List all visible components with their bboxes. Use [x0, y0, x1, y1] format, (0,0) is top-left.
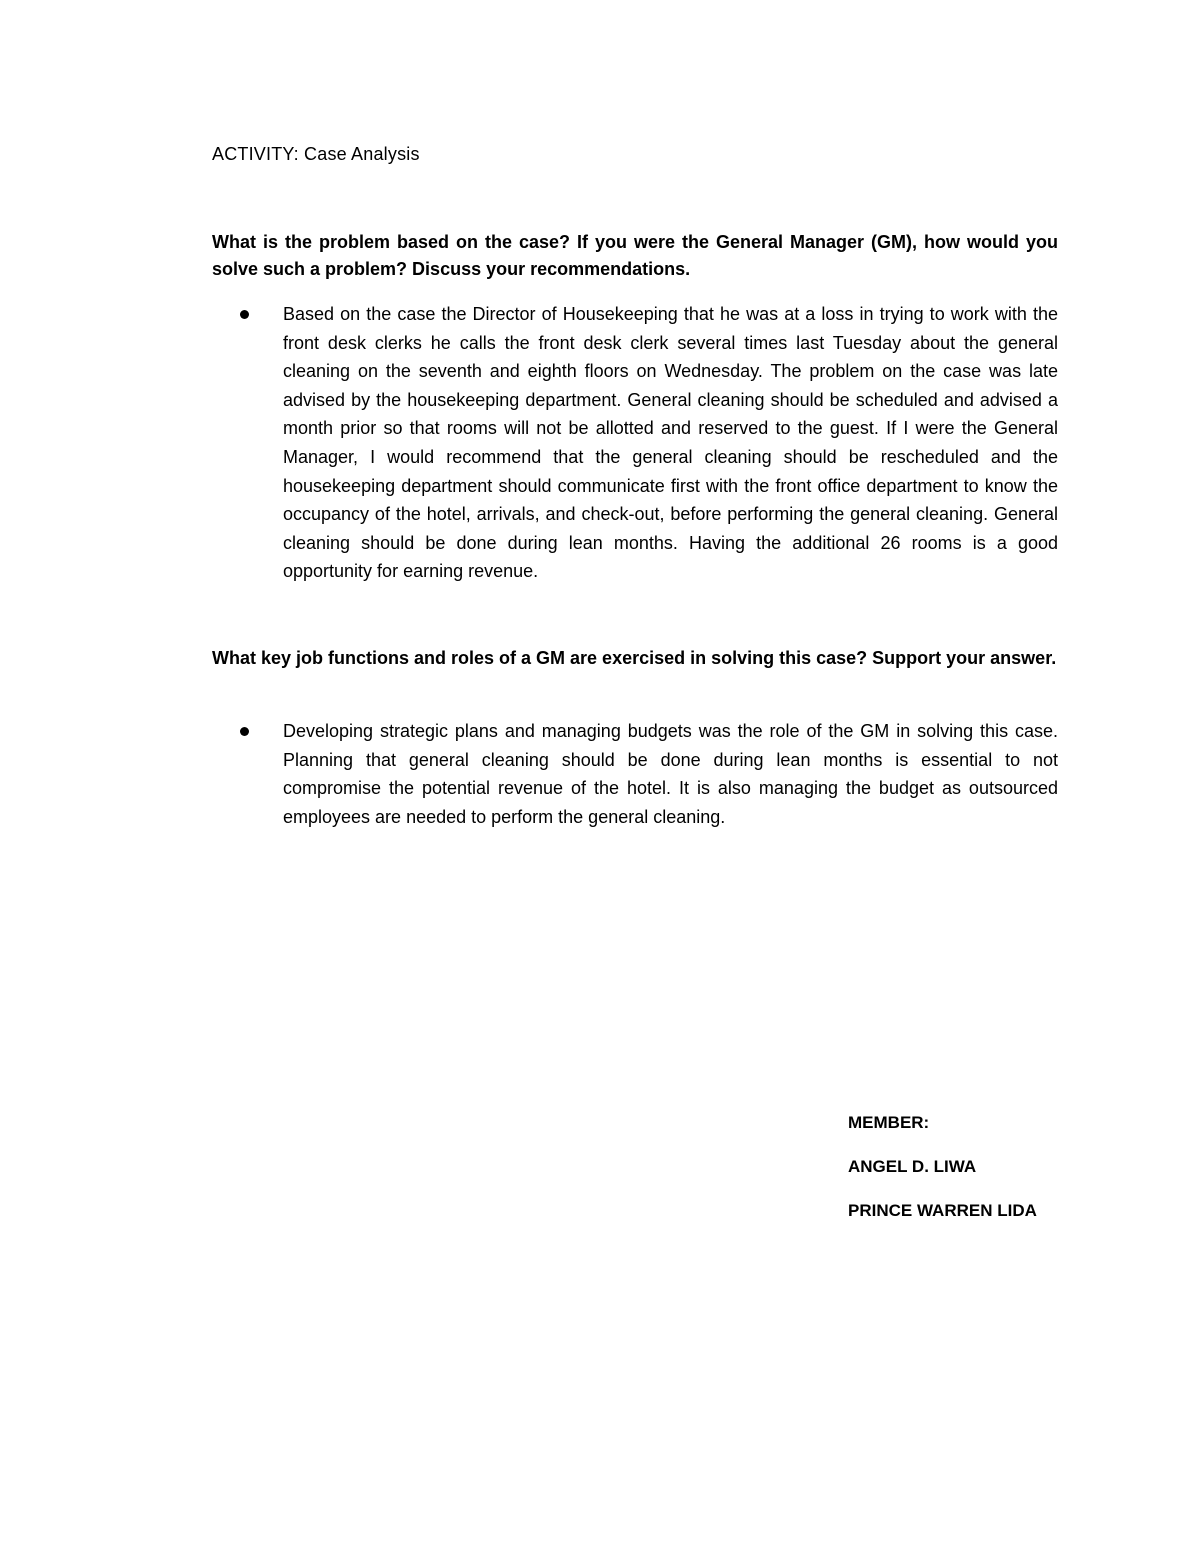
answer-1-text: Based on the case the Director of Housekeeping that he was at a loss in trying to work with the front desk clerks he calls the front desk clerk several times last Tuesday about the general cleaning on the seventh and eighth floors on Wednesday. The problem on the case was late advised by the housekeeping department. General cleaning should be scheduled and advised a month prior so that rooms will not be allotted and reserved to the guest. If I were the General Manager, I would recommend that the general cleaning should be rescheduled and the housekeeping department should communicate first with the front office department to know the occupancy of the hotel, arrivals, and check-out, before performing the general cleaning. General cleaning should be done during lean months. Having the additional 26 rooms is a good opportunity for earning revenue. [283, 304, 1058, 582]
question-1: What is the problem based on the case? If you were the General Manager (GM), how would you solve such a problem? Discuss your recommendations. [212, 232, 1058, 279]
members-label: MEMBER: [848, 1113, 930, 1132]
answer-1-bullet [240, 300, 1058, 586]
answer-2-text: Developing strategic plans and managing budgets was the role of the GM in solving this case. Planning that general cleaning should be done during lean months is essential to not compromise the potential revenue of the hotel. It is also managing the budget as outsourced employees are needed to perform the general cleaning. [283, 721, 1058, 827]
answer-2-bullet [240, 717, 1058, 831]
bullet-icon [240, 310, 249, 319]
activity-title [212, 144, 420, 165]
question-2: What key job functions and roles of a GM are exercised in solving this case? Support your answer. [212, 648, 1057, 668]
member-name: ANGEL D. LIWA [848, 1157, 977, 1176]
member-name: PRINCE WARREN LIDA [848, 1201, 1037, 1220]
activity-title-text: Case Analysis [304, 144, 420, 164]
members-block [848, 1112, 1037, 1244]
bullet-icon [240, 727, 249, 736]
activity-title-prefix: ACTIVITY: [212, 144, 299, 164]
